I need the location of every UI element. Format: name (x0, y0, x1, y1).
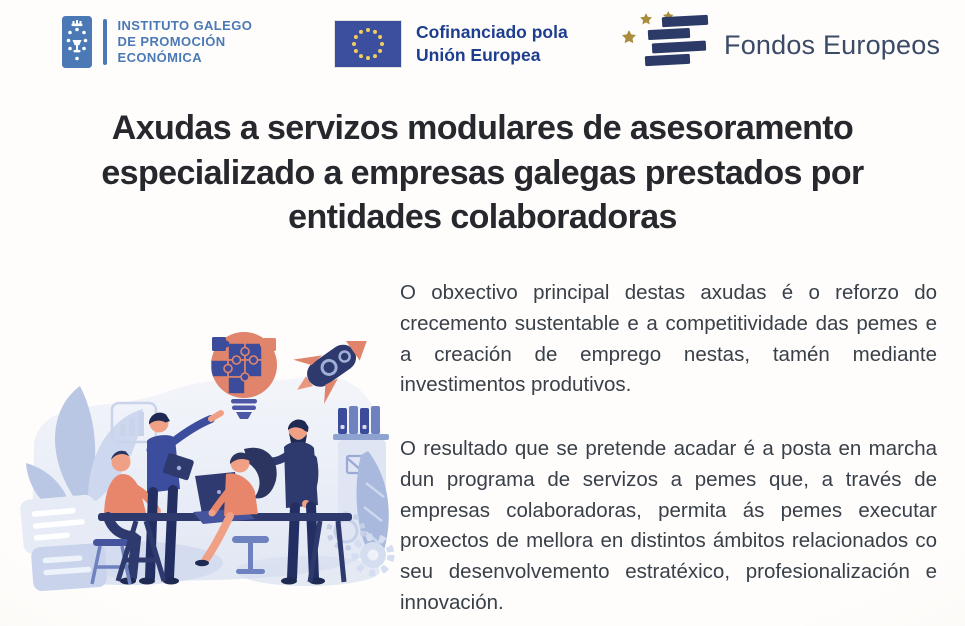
fondos-europeos-label: Fondos Europeos (724, 29, 941, 60)
eu-cofinanced-logo (335, 21, 568, 67)
igape-emblem-icon (62, 16, 92, 68)
eu-text-line: Cofinanciado pola (416, 22, 568, 43)
igape-line: DE PROMOCIÓN (117, 34, 226, 50)
team-collaboration-illustration-svg (16, 291, 398, 599)
logo-bar (0, 0, 965, 95)
title-line: entidades colaboradoras (288, 198, 677, 237)
igape-org-name (118, 18, 253, 66)
body-text-column (400, 278, 937, 619)
eu-flag-icon (335, 21, 401, 67)
paragraph-objective: O obxectivo principal destas axudas é o reforzo do crecemento sustentable e a competitividade das pemes e a creación de emprego nestas, tamén mediante investimentos produtivos. (400, 281, 937, 397)
paragraph-result: O resultado que se pretende acadar é a posta en marcha dun programa de servizos a pemes que, a través de empresas colaboradoras, permita ás pemes executar proxectos de mellora en distintos ámbitos relacionados co seu desenvolvemento estratéxico, profesionalización e innovación. (400, 437, 937, 614)
igape-logo (62, 16, 252, 68)
team-collaboration-illustration (16, 291, 398, 599)
page-title (0, 106, 965, 240)
igape-line: INSTITUTO GALEGO (117, 18, 253, 34)
eu-cofinanced-text (416, 21, 568, 67)
fondos-europeos-icon (618, 8, 714, 82)
title-line: especializado a empresas galegas prestados por (101, 153, 864, 192)
igape-divider (103, 19, 107, 65)
igape-line: ECONÓMICA (117, 49, 202, 65)
title-line: Axudas a servizos modulares de asesoramento (111, 109, 854, 147)
fondos-europeos-logo (618, 8, 940, 82)
eu-text-line: Unión Europea (416, 45, 541, 65)
